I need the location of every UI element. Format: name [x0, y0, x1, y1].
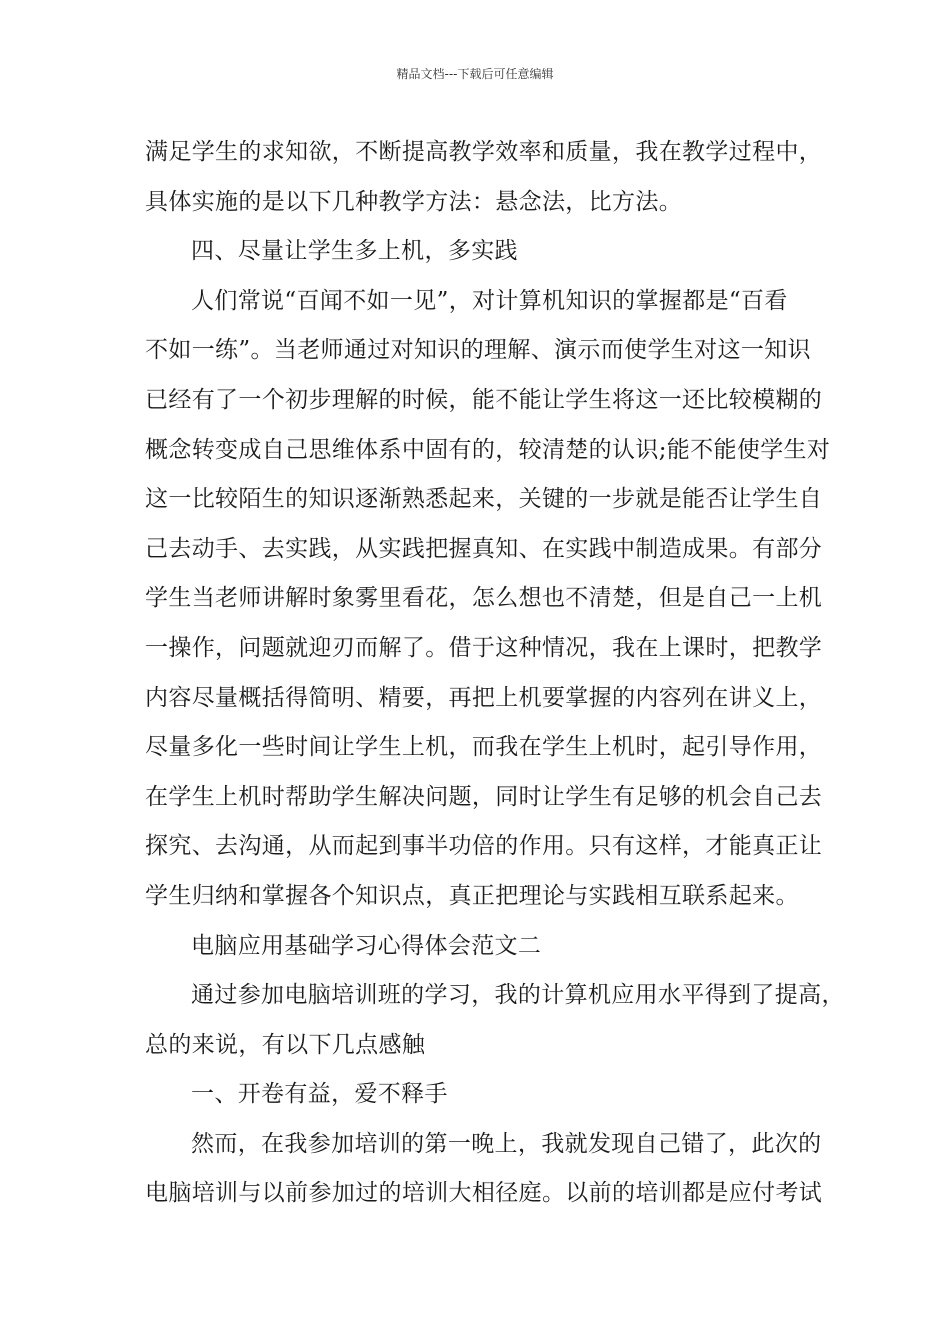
text-line: 一操作，问题就迎刃而解了。借于这种情况，我在上课时，把教学	[145, 634, 823, 661]
page-header: 精品文档---下载后可任意编辑	[396, 67, 554, 81]
text-line: 学生归纳和掌握各个知识点，真正把理论与实践相互联系起来。	[145, 882, 799, 909]
text-line: 探究、去沟通，从而起到事半功倍的作用。只有这样，才能真正让	[145, 833, 823, 860]
text-line: 尽量多化一些时间让学生上机，而我在学生上机时，起引导作用，	[145, 734, 823, 761]
text-line: 概念转变成自己思维体系中固有的，较清楚的认识;能不能使学生对	[145, 436, 831, 463]
text-line: 总的来说，有以下几点感触	[145, 1031, 426, 1058]
text-line: 己去动手、去实践，从实践把握真知、在实践中制造成果。有部分	[145, 535, 823, 562]
text-line: 内容尽量概括得简明、精要，再把上机要掌握的内容列在讲义上，	[145, 684, 823, 711]
text-line: 具体实施的是以下几种教学方法：悬念法，比方法。	[145, 188, 683, 215]
section-heading: 四、尽量让学生多上机，多实践	[191, 238, 518, 265]
text-line: 电脑培训与以前参加过的培训大相径庭。以前的培训都是应付考试	[145, 1180, 823, 1207]
section-heading: 一、开卷有益，爱不释手	[191, 1081, 448, 1108]
body-text	[145, 128, 845, 1219]
text-line: 通过参加电脑培训班的学习，我的计算机应用水平得到了提高，	[191, 982, 845, 1009]
text-line: 学生当老师讲解时象雾里看花，怎么想也不清楚，但是自己一上机	[145, 585, 823, 612]
text-line: 在学生上机时帮助学生解决问题，同时让学生有足够的机会自己去	[145, 783, 823, 810]
text-line: 已经有了一个初步理解的时候，能不能让学生将这一还比较模糊的	[145, 386, 823, 413]
text-line: 满足学生的求知欲，不断提高教学效率和质量，我在教学过程中，	[145, 139, 823, 165]
text-line: 然而，在我参加培训的第一晚上，我就发现自己错了，此次的	[191, 1130, 822, 1157]
text-line: 这一比较陌生的知识逐渐熟悉起来，关键的一步就是能否让学生自	[145, 486, 823, 513]
text-line: 不如一练”。当老师通过对知识的理解、演示而使学生对这一知识	[145, 337, 811, 364]
text-line: 人们常说“百闻不如一见”，对计算机知识的掌握都是“百看	[191, 287, 788, 314]
article-title: 电脑应用基础学习心得体会范文二	[191, 932, 542, 959]
